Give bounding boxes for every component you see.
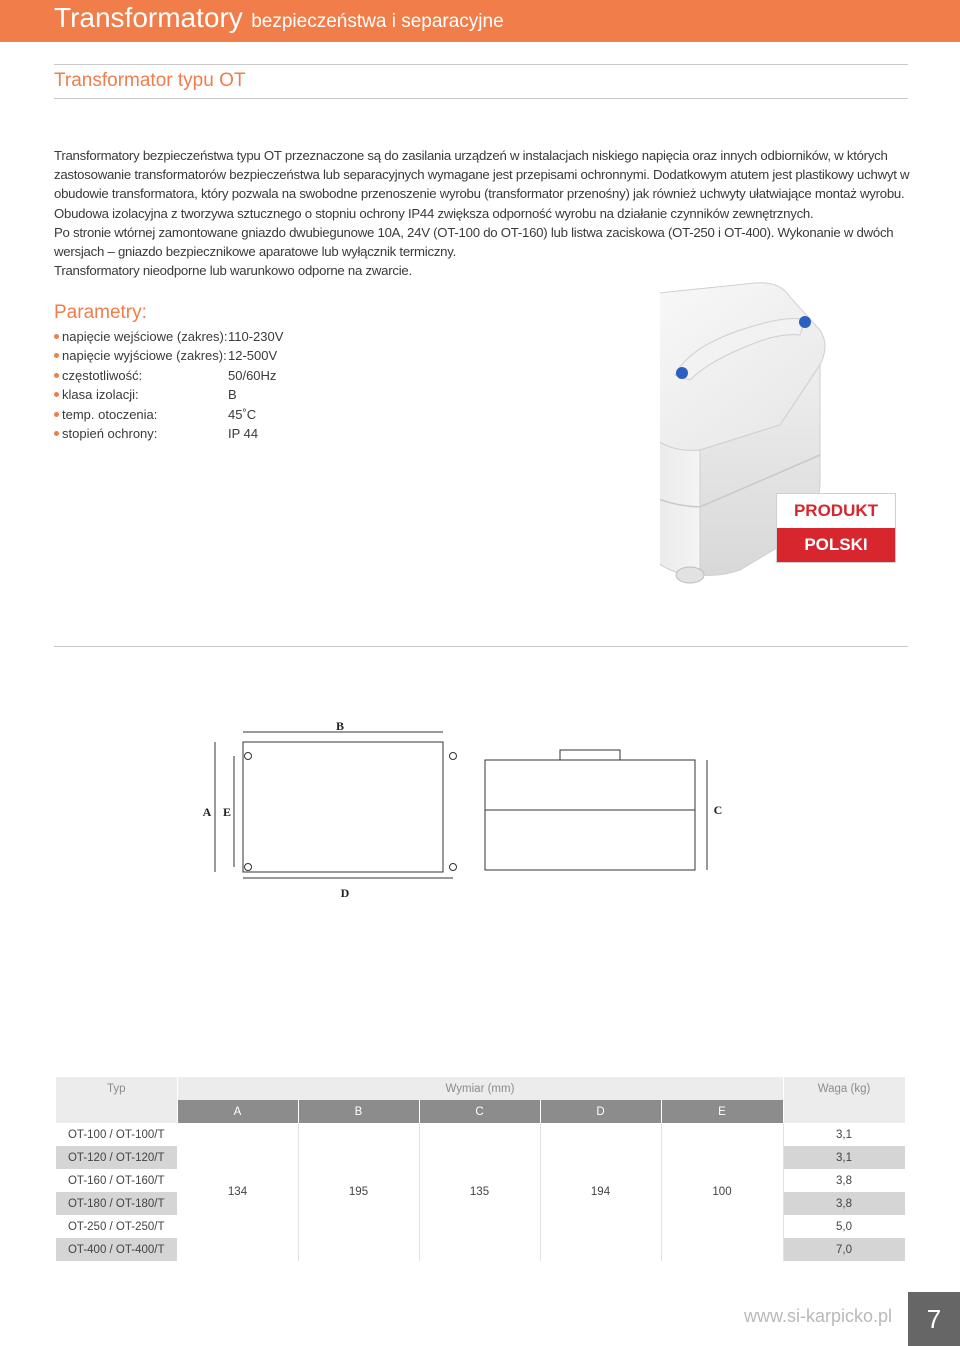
page-title	[54, 2, 504, 34]
intro-paragraph: Transformatory bezpieczeństwa typu OT przeznaczone są do zasilania urządzeń w instalacjach niskiego napięcia oraz innych odbiorników, w których zastosowanie transformatorów bezpieczeństwa lub separacyjnych wymagane jest przepisami ochronnymi. Dodatkowym atutem jest plastikowy uchwyt w obudowie transformatora, który pozwala na swobodne przenoszenie wyrobu (transformator przenośny) jak również uchwyty ułatwiające montaż wyrobu.	[54, 148, 910, 202]
table-row	[56, 1123, 905, 1146]
table-subheader-row	[56, 1100, 905, 1123]
mount-hole-icon	[450, 864, 457, 871]
side-view-bottom	[485, 810, 695, 870]
bullet-icon	[54, 392, 59, 397]
side-view-handle	[560, 750, 620, 760]
mount-hole-icon	[245, 864, 252, 871]
intro-paragraph: Transformatory nieodporne lub warunkowo odporne na zwarcie.	[54, 263, 412, 279]
header-weight: Waga (kg)	[783, 1077, 905, 1100]
handle-screw-icon	[799, 316, 811, 328]
cell-type: OT-180 / OT-180/T	[56, 1192, 177, 1215]
side-view-top	[485, 760, 695, 810]
table-header-row	[56, 1077, 905, 1100]
params-title: Parametry:	[54, 302, 147, 323]
cell-weight: 3,8	[783, 1169, 905, 1192]
header-type: Typ	[56, 1077, 177, 1100]
badge-top-text: PRODUKT	[793, 501, 879, 520]
intro-text	[54, 146, 910, 280]
page-number: 7	[908, 1292, 960, 1346]
cell-weight: 3,1	[783, 1146, 905, 1169]
cell-type: OT-250 / OT-250/T	[56, 1215, 177, 1238]
param-label: napięcie wejściowe (zakres):	[62, 329, 228, 344]
cell-weight: 7,0	[783, 1238, 905, 1261]
bullet-icon	[54, 334, 59, 339]
param-label: napięcie wyjściowe (zakres):	[62, 348, 227, 364]
cell-type: OT-120 / OT-120/T	[56, 1146, 177, 1169]
dim-label-b: B	[335, 719, 345, 733]
page-title-sub: bezpieczeństwa i separacyjne	[251, 11, 504, 32]
subheader-blank	[783, 1100, 905, 1123]
dim-label-c: C	[713, 803, 723, 817]
bullet-icon	[54, 353, 59, 358]
param-value: B	[228, 387, 237, 403]
mounting-lug	[676, 567, 704, 583]
cell-type: OT-400 / OT-400/T	[56, 1238, 177, 1261]
cell-weight: 3,8	[783, 1192, 905, 1215]
section-divider	[54, 98, 908, 99]
col-header-c: C	[419, 1100, 540, 1123]
param-value: 50/60Hz	[228, 367, 277, 383]
param-value: 12-500V	[228, 348, 278, 364]
param-label: temp. otoczenia:	[62, 406, 158, 422]
cell-dim-b: 195	[298, 1123, 419, 1261]
dimension-diagram	[195, 710, 755, 910]
mount-hole-icon	[245, 753, 252, 760]
cell-weight: 5,0	[783, 1215, 905, 1238]
front-view-outline	[243, 742, 443, 872]
header-dimensions: Wymiar (mm)	[177, 1077, 783, 1100]
param-label: klasa izolacji:	[62, 387, 139, 403]
cell-dim-c: 135	[419, 1123, 540, 1261]
mount-hole-icon	[450, 753, 457, 760]
col-header-d: D	[540, 1100, 661, 1123]
spec-table	[56, 1077, 906, 1261]
col-header-e: E	[661, 1100, 783, 1123]
param-label: częstotliwość:	[62, 367, 143, 383]
header-bar	[0, 0, 960, 42]
dim-label-d: D	[340, 886, 350, 900]
col-header-a: A	[177, 1100, 298, 1123]
cell-dim-d: 194	[540, 1123, 661, 1261]
dim-label-e: E	[222, 805, 232, 819]
handle-screw-icon	[676, 367, 688, 379]
param-value: IP 44	[228, 425, 259, 441]
diagram-divider	[54, 646, 908, 647]
dim-label-a: A	[202, 805, 212, 819]
section-title: Transformator typu OT	[54, 70, 246, 91]
cell-type: OT-100 / OT-100/T	[56, 1123, 177, 1146]
product-badge	[776, 493, 896, 563]
cell-weight: 3,1	[783, 1123, 905, 1146]
top-divider	[54, 64, 908, 65]
param-label: stopień ochrony:	[62, 425, 158, 441]
page-title-main: Transformatory	[54, 2, 243, 33]
bullet-icon	[54, 412, 59, 417]
param-value: 110-230V	[228, 329, 284, 344]
intro-paragraph: Obudowa izolacyjna z tworzywa sztucznego o stopniu ochrony IP44 zwiększa odporność wyrobu na działanie czynników zewnętrznych.	[54, 205, 814, 221]
cell-dim-a: 134	[177, 1123, 298, 1261]
cell-dim-e: 100	[661, 1123, 783, 1261]
cell-type: OT-160 / OT-160/T	[56, 1169, 177, 1192]
col-header-b: B	[298, 1100, 419, 1123]
badge-bottom-text: POLSKI	[777, 528, 895, 562]
footer-url[interactable]: www.si-karpicko.pl	[744, 1306, 893, 1326]
bullet-icon	[54, 373, 59, 378]
bullet-icon	[54, 431, 59, 436]
subheader-blank	[56, 1100, 177, 1123]
param-value: 45˚C	[228, 406, 257, 422]
intro-paragraph: Po stronie wtórnej zamontowane gniazdo dwubiegunowe 10A, 24V (OT-100 do OT-160) lub listwa zaciskowa (OT-250 i OT-400). Wykonanie w dwóch wersjach – gniazdo bezpiecznikowe aparatowe lub wyłącznik termiczny.	[54, 224, 894, 260]
